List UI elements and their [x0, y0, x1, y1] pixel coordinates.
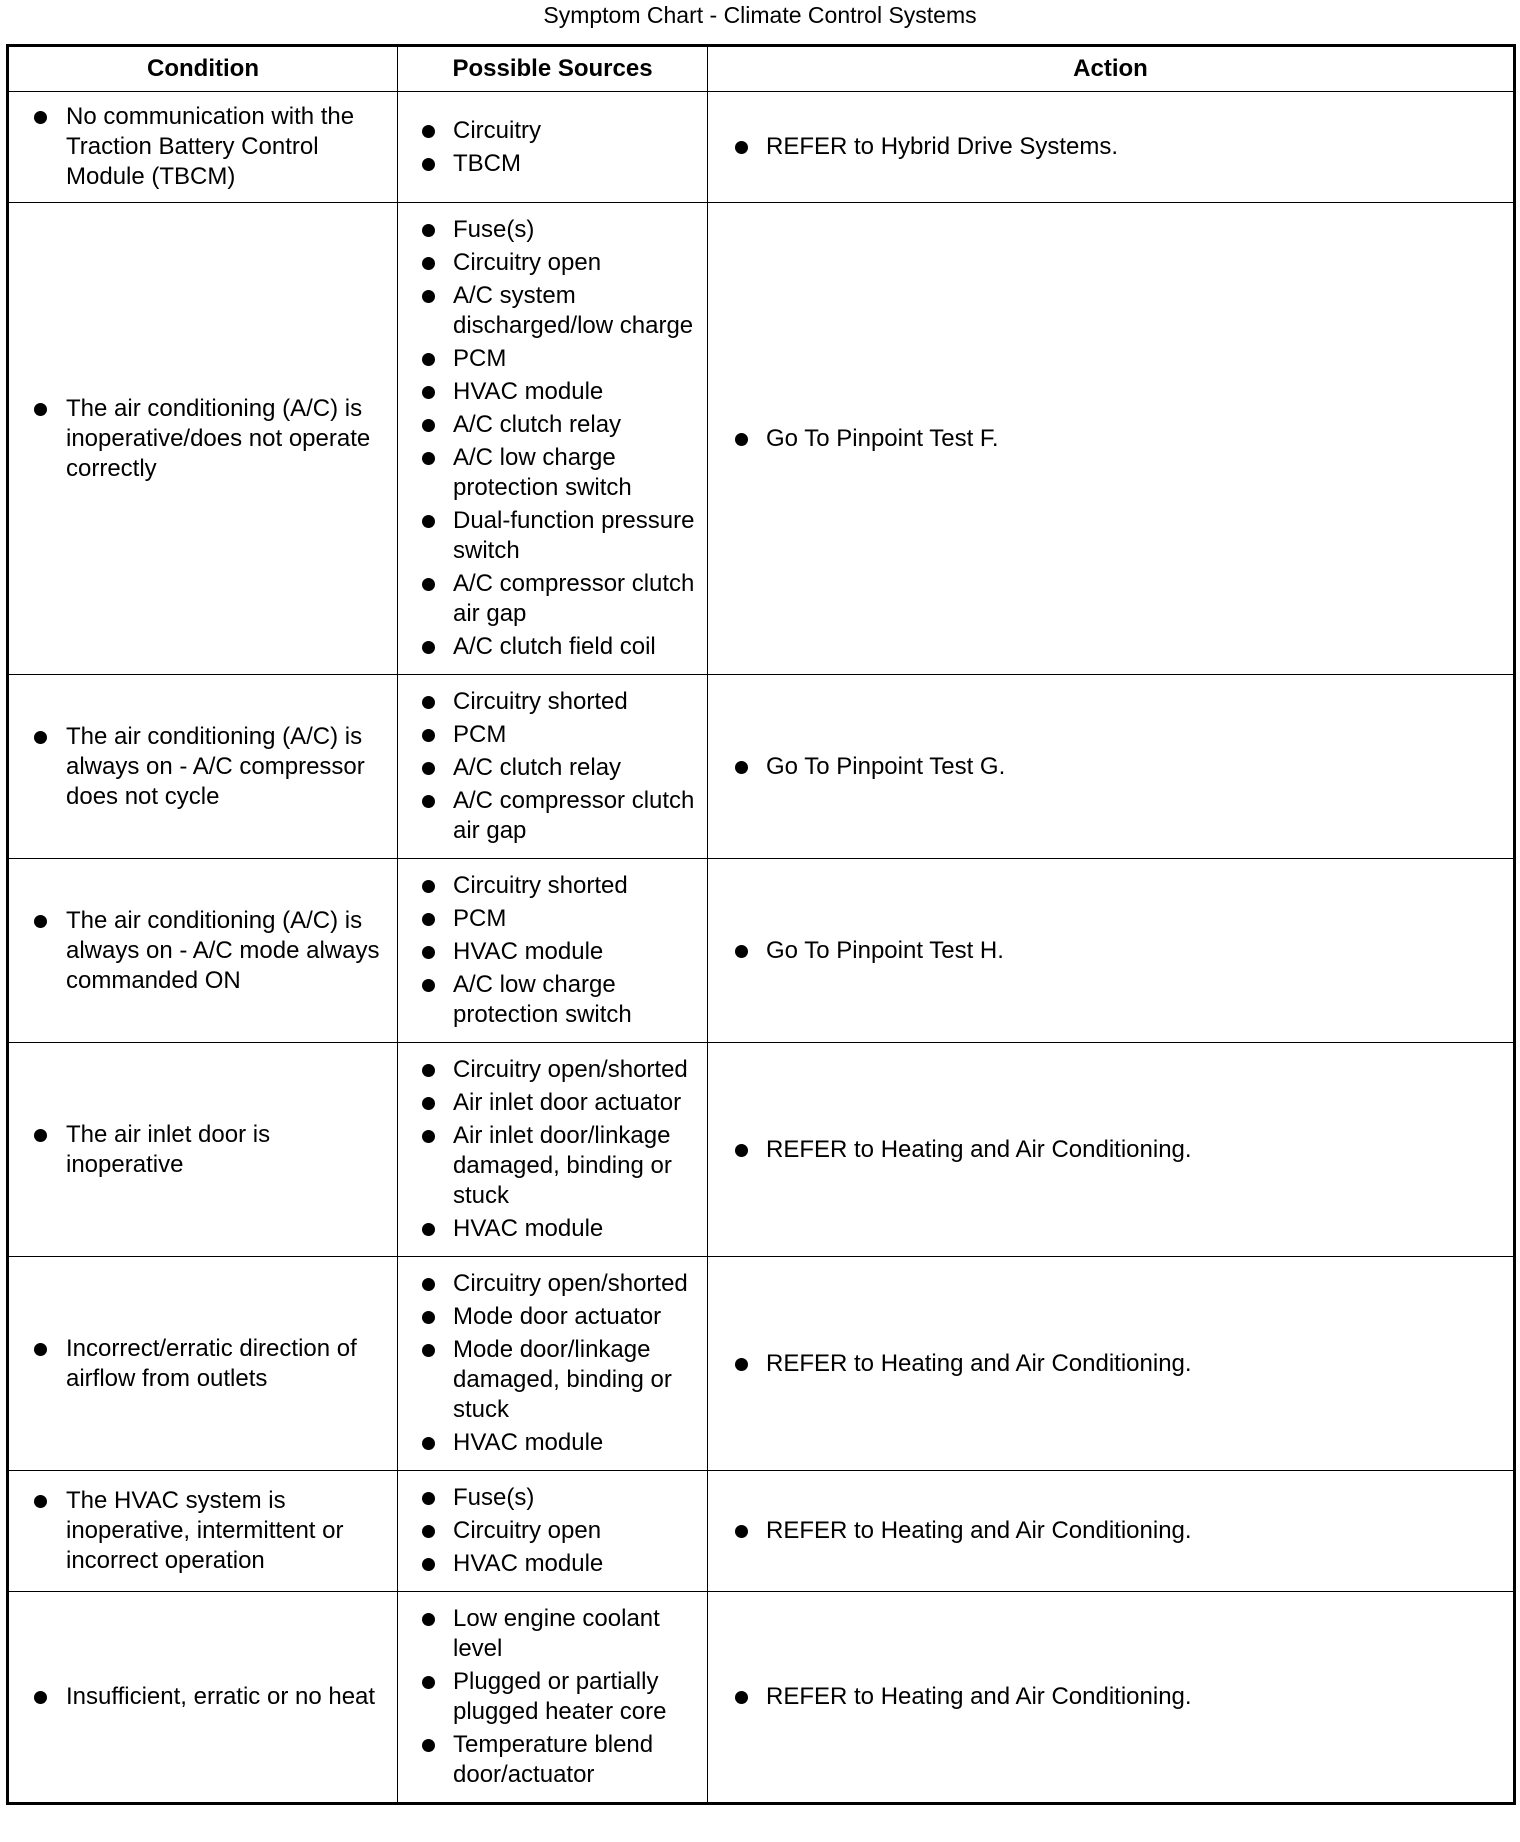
source-item: Circuitry shorted: [453, 871, 701, 901]
sources-cell: [398, 675, 708, 859]
action-cell: [708, 92, 1515, 203]
condition-text: The HVAC system is inoperative, intermittent or incorrect operation: [66, 1486, 389, 1576]
source-item: HVAC module: [453, 1214, 701, 1244]
action-cell: [708, 859, 1515, 1043]
source-item: Low engine coolant level: [453, 1604, 701, 1664]
condition-text: The air conditioning (A/C) is always on - A/C compressor does not cycle: [66, 722, 389, 812]
table-header-row: [8, 46, 1515, 92]
column-header-possible-sources: Possible Sources: [398, 46, 708, 92]
condition-text: No communication with the Traction Battery Control Module (TBCM): [66, 102, 389, 192]
sources-cell: [398, 92, 708, 203]
source-item: A/C compressor clutch air gap: [453, 569, 701, 629]
action-cell: [708, 1257, 1515, 1471]
source-item: Air inlet door/linkage damaged, binding or stuck: [453, 1121, 701, 1211]
table-row: [8, 1257, 1515, 1471]
symptom-table: [6, 44, 1516, 1805]
source-item: PCM: [453, 344, 701, 374]
sources-cell: [398, 1257, 708, 1471]
source-item: TBCM: [453, 149, 701, 179]
action-text: Go To Pinpoint Test H.: [766, 936, 1503, 966]
source-item: Temperature blend door/actuator: [453, 1730, 701, 1790]
sources-cell: [398, 1471, 708, 1592]
source-item: A/C low charge protection switch: [453, 970, 701, 1030]
source-item: A/C clutch field coil: [453, 632, 701, 662]
source-item: PCM: [453, 904, 701, 934]
condition-cell: [8, 675, 398, 859]
source-item: Dual-function pressure switch: [453, 506, 701, 566]
source-item: HVAC module: [453, 1549, 701, 1579]
condition-cell: [8, 92, 398, 203]
source-item: A/C system discharged/low charge: [453, 281, 701, 341]
page-title: Symptom Chart - Climate Control Systems: [543, 2, 977, 28]
column-header-action: Action: [708, 46, 1515, 92]
action-text: REFER to Heating and Air Conditioning.: [766, 1516, 1503, 1546]
source-item: A/C clutch relay: [453, 410, 701, 440]
condition-text: The air conditioning (A/C) is always on - A/C mode always commanded ON: [66, 906, 389, 996]
action-text: REFER to Heating and Air Conditioning.: [766, 1349, 1503, 1379]
condition-cell: [8, 203, 398, 675]
action-cell: [708, 675, 1515, 859]
source-item: A/C low charge protection switch: [453, 443, 701, 503]
sources-cell: [398, 859, 708, 1043]
action-text: Go To Pinpoint Test G.: [766, 752, 1503, 782]
action-cell: [708, 1471, 1515, 1592]
source-item: Circuitry open: [453, 248, 701, 278]
condition-cell: [8, 859, 398, 1043]
condition-cell: [8, 1043, 398, 1257]
action-cell: [708, 203, 1515, 675]
condition-cell: [8, 1471, 398, 1592]
source-item: Mode door/linkage damaged, binding or stuck: [453, 1335, 701, 1425]
source-item: Air inlet door actuator: [453, 1088, 701, 1118]
action-cell: [708, 1043, 1515, 1257]
source-item: PCM: [453, 720, 701, 750]
table-row: [8, 859, 1515, 1043]
condition-text: Incorrect/erratic direction of airflow from outlets: [66, 1334, 389, 1394]
sources-cell: [398, 1043, 708, 1257]
source-item: Circuitry: [453, 116, 701, 146]
sources-cell: [398, 1592, 708, 1804]
table-row: [8, 675, 1515, 859]
source-item: HVAC module: [453, 1428, 701, 1458]
source-item: Fuse(s): [453, 1483, 701, 1513]
sources-cell: [398, 203, 708, 675]
action-text: REFER to Hybrid Drive Systems.: [766, 132, 1503, 162]
column-header-condition: Condition: [8, 46, 398, 92]
action-text: REFER to Heating and Air Conditioning.: [766, 1682, 1503, 1712]
condition-cell: [8, 1257, 398, 1471]
source-item: Circuitry shorted: [453, 687, 701, 717]
condition-cell: [8, 1592, 398, 1804]
source-item: Mode door actuator: [453, 1302, 701, 1332]
action-text: REFER to Heating and Air Conditioning.: [766, 1135, 1503, 1165]
source-item: HVAC module: [453, 377, 701, 407]
condition-text: Insufficient, erratic or no heat: [66, 1682, 389, 1712]
source-item: Fuse(s): [453, 215, 701, 245]
source-item: Plugged or partially plugged heater core: [453, 1667, 701, 1727]
source-item: A/C compressor clutch air gap: [453, 786, 701, 846]
table-row: [8, 92, 1515, 203]
table-row: [8, 1592, 1515, 1804]
source-item: Circuitry open: [453, 1516, 701, 1546]
condition-text: The air conditioning (A/C) is inoperative/does not operate correctly: [66, 394, 389, 484]
table-row: [8, 1043, 1515, 1257]
source-item: Circuitry open/shorted: [453, 1269, 701, 1299]
table-row: [8, 203, 1515, 675]
action-text: Go To Pinpoint Test F.: [766, 424, 1503, 454]
source-item: A/C clutch relay: [453, 753, 701, 783]
table-row: [8, 1471, 1515, 1592]
source-item: HVAC module: [453, 937, 701, 967]
condition-text: The air inlet door is inoperative: [66, 1120, 389, 1180]
source-item: Circuitry open/shorted: [453, 1055, 701, 1085]
action-cell: [708, 1592, 1515, 1804]
